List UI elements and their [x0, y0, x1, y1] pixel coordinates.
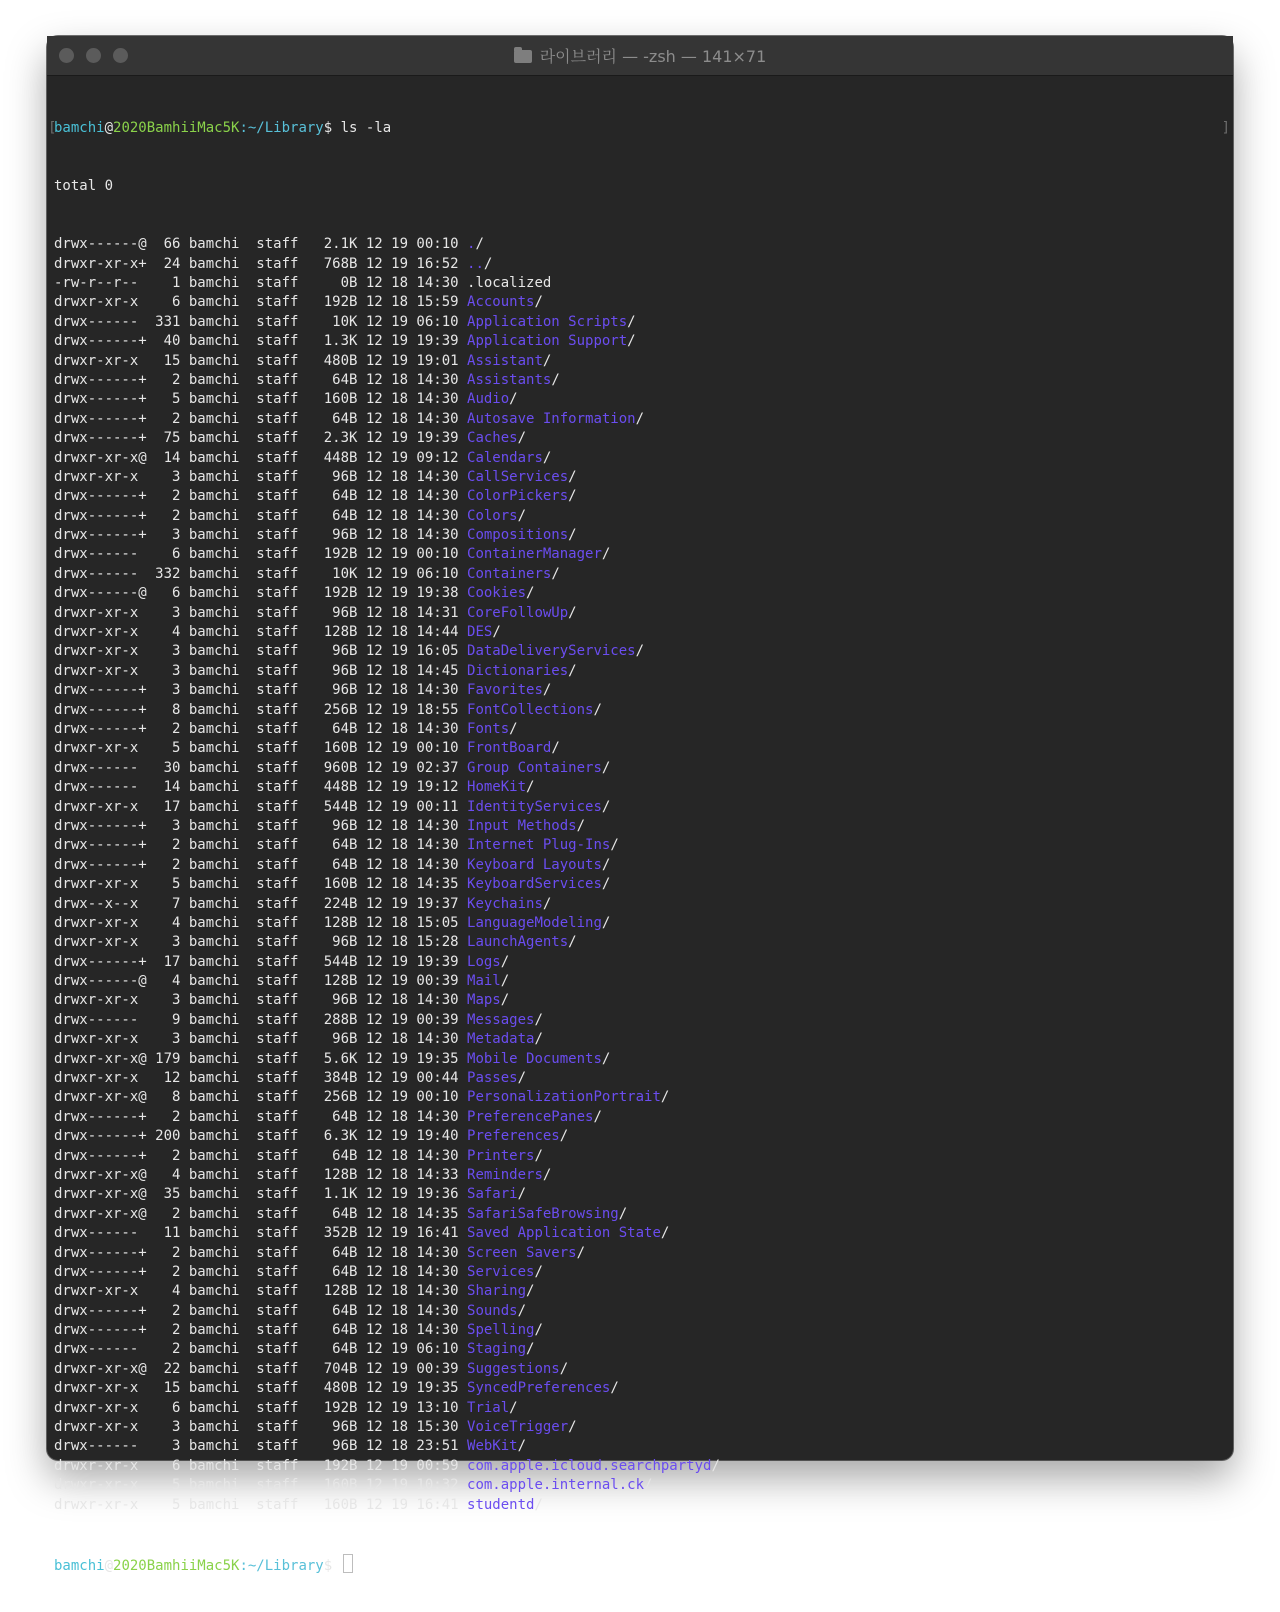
- entry-metadata: drwxr-xr-x@ 4 bamchi staff 128B 12 18 14:33: [54, 1166, 468, 1183]
- entry-suffix: /: [568, 468, 577, 485]
- listing-row: [54, 895, 1226, 914]
- entry-metadata: drwx------ 9 bamchi staff 288B 12 19 00:39: [54, 1011, 468, 1028]
- directory-name: SafariSafeBrowsing: [467, 1205, 619, 1222]
- entry-suffix: /: [534, 1031, 543, 1048]
- entry-metadata: drwx------+ 2 bamchi staff 64B 12 18 14:30: [54, 371, 468, 388]
- entry-suffix: /: [601, 856, 611, 873]
- directory-name: Passes: [467, 1070, 518, 1087]
- listing-row: [54, 429, 1226, 448]
- directory-name: FontCollections: [467, 701, 594, 718]
- entry-metadata: drwx------ 14 bamchi staff 448B 12 19 19:12: [54, 779, 468, 796]
- directory-name: Audio: [467, 391, 510, 408]
- listing-row: [54, 739, 1226, 758]
- directory-name: Accounts: [467, 294, 535, 311]
- listing-row: [54, 623, 1226, 642]
- directory-name: DataDeliveryServices: [467, 643, 636, 660]
- entry-suffix: /: [635, 643, 645, 660]
- prompt-at: @: [104, 1557, 114, 1574]
- entry-metadata: drwx------+ 8 bamchi staff 256B 12 19 18:55: [54, 701, 468, 718]
- entry-metadata: drwxr-xr-x 6 bamchi staff 192B 12 19 00:59: [54, 1457, 468, 1474]
- entry-metadata: drwx------+ 2 bamchi staff 64B 12 18 14:30: [54, 1108, 468, 1125]
- entry-metadata: drwxr-xr-x 3 bamchi staff 96B 12 18 14:30: [54, 1031, 468, 1048]
- entry-metadata: drwx------+ 2 bamchi staff 64B 12 18 14:30: [54, 1147, 468, 1164]
- entry-suffix: /: [542, 1166, 552, 1183]
- entry-suffix: /: [559, 1128, 569, 1145]
- entry-metadata: drwx------+ 3 bamchi staff 96B 12 18 14:30: [54, 817, 468, 834]
- listing-row: [54, 332, 1226, 351]
- directory-name: ContainerManager: [467, 546, 602, 563]
- directory-name: .: [467, 236, 476, 253]
- entry-suffix: /: [601, 546, 611, 563]
- entry-metadata: drwx------ 30 bamchi staff 960B 12 19 02:37: [54, 759, 468, 776]
- window-title-text: 라이브러리 — -zsh — 141×71: [539, 47, 767, 66]
- entry-suffix: /: [526, 585, 535, 602]
- total-line: total 0: [54, 178, 114, 195]
- listing-row: [54, 953, 1226, 972]
- directory-name: com.apple.internal.ck: [467, 1477, 645, 1494]
- directory-name: Group Containers: [467, 759, 602, 776]
- directory-name: Assistants: [467, 371, 552, 388]
- entry-metadata: drwxr-xr-x 5 bamchi staff 160B 12 19 10:32: [54, 1477, 468, 1494]
- entry-suffix: /: [526, 779, 535, 796]
- listing-row: [54, 991, 1226, 1010]
- entry-suffix: /: [559, 1360, 569, 1377]
- prompt-path: :~/Library: [239, 1557, 324, 1574]
- listing-row: [54, 293, 1226, 312]
- directory-name: Keyboard Layouts: [467, 856, 602, 873]
- entry-metadata: drwxr-xr-x 17 bamchi staff 544B 12 19 00:11: [54, 798, 468, 815]
- entry-suffix: /: [618, 1205, 628, 1222]
- entry-suffix: /: [593, 701, 602, 718]
- entry-suffix: /: [500, 992, 510, 1009]
- directory-name: Suggestions: [467, 1360, 560, 1377]
- entry-suffix: /: [517, 1070, 527, 1087]
- listing-row: [54, 701, 1226, 720]
- listing-row: [54, 856, 1226, 875]
- listing-row: [54, 352, 1226, 371]
- directory-name: Saved Application State: [467, 1225, 661, 1242]
- entry-metadata: drwx------ 6 bamchi staff 192B 12 19 00:10: [54, 546, 468, 563]
- directory-name: Calendars: [467, 449, 543, 466]
- entry-suffix: /: [568, 1419, 577, 1436]
- listing-row: [54, 1205, 1226, 1224]
- entry-metadata: drwxr-xr-x+ 24 bamchi staff 768B 12 19 16:52: [54, 255, 468, 272]
- entry-suffix: /: [509, 391, 518, 408]
- listing-row: [54, 468, 1226, 487]
- listing-row: [54, 933, 1226, 952]
- listing-row: [54, 1476, 1226, 1495]
- entry-suffix: /: [542, 449, 552, 466]
- entry-metadata: drwx------+ 3 bamchi staff 96B 12 18 14:30: [54, 682, 468, 699]
- entry-metadata: drwx------+ 2 bamchi staff 64B 12 18 14:30: [54, 720, 468, 737]
- directory-name: ..: [467, 255, 484, 272]
- listing-row: [54, 313, 1226, 332]
- entry-metadata: drwxr-xr-x 3 bamchi staff 96B 12 18 14:31: [54, 604, 468, 621]
- directory-name: Reminders: [467, 1166, 543, 1183]
- directory-name: PreferencePanes: [467, 1108, 594, 1125]
- entry-suffix: /: [610, 1380, 619, 1397]
- window-title: [47, 36, 1233, 75]
- entry-metadata: drwx------+ 2 bamchi staff 64B 12 18 14:30: [54, 1244, 468, 1261]
- directory-name: Metadata: [467, 1031, 535, 1048]
- prompt-symbol: $: [323, 119, 333, 136]
- listing-row: [54, 914, 1226, 933]
- directory-name: Keychains: [467, 895, 543, 912]
- listing-row: [54, 1050, 1226, 1069]
- entry-metadata: drwxr-xr-x@ 8 bamchi staff 256B 12 19 00:10: [54, 1089, 468, 1106]
- entry-metadata: drwxr-xr-x 3 bamchi staff 96B 12 18 15:28: [54, 934, 468, 951]
- entry-metadata: drwxr-xr-x 6 bamchi staff 192B 12 18 15:59: [54, 294, 468, 311]
- entry-suffix: /: [660, 1225, 670, 1242]
- prompt-at: @: [104, 119, 114, 136]
- entry-suffix: /: [542, 682, 552, 699]
- entry-metadata: drwx------+ 2 bamchi staff 64B 12 18 14:30: [54, 837, 468, 854]
- terminal-window: [47, 36, 1233, 1574]
- directory-name: Internet Plug-Ins: [467, 837, 611, 854]
- entry-metadata: drwxr-xr-x 5 bamchi staff 160B 12 19 00:10: [54, 740, 468, 757]
- listing-row: [54, 1340, 1226, 1359]
- entry-metadata: drwx------@ 6 bamchi staff 192B 12 19 19:38: [54, 585, 468, 602]
- typed-command: ls -la: [340, 119, 392, 136]
- listing-row: [54, 255, 1226, 274]
- directory-name: Dictionaries: [467, 662, 569, 679]
- selection-bracket-right: ]: [1221, 119, 1230, 136]
- entry-metadata: drwx------+ 200 bamchi staff 6.3K 12 19 19:40: [54, 1128, 468, 1145]
- directory-name: LaunchAgents: [467, 934, 569, 951]
- listing-row: [54, 1263, 1226, 1282]
- entry-metadata: drwx------+ 2 bamchi staff 64B 12 18 14:30: [54, 410, 468, 427]
- directory-name: Staging: [467, 1341, 527, 1358]
- entry-metadata: drwxr-xr-x 4 bamchi staff 128B 12 18 15:05: [54, 914, 468, 931]
- directory-name: Favorites: [467, 682, 543, 699]
- entry-suffix: /: [568, 934, 577, 951]
- directory-name: Printers: [467, 1147, 535, 1164]
- listing-row: [54, 798, 1226, 817]
- entry-suffix: /: [568, 604, 577, 621]
- entry-metadata: drwxr-xr-x@ 179 bamchi staff 5.6K 12 19 19:35: [54, 1050, 468, 1067]
- directory-name: Mail: [467, 973, 501, 990]
- listing-row: [54, 778, 1226, 797]
- entry-metadata: drwx------ 2 bamchi staff 64B 12 19 06:10: [54, 1341, 468, 1358]
- directory-name: FrontBoard: [467, 740, 552, 757]
- listing-row: [54, 1399, 1226, 1418]
- listing-row: [54, 836, 1226, 855]
- entry-metadata: drwxr-xr-x@ 35 bamchi staff 1.1K 12 19 19:36: [54, 1186, 468, 1203]
- terminal-output[interactable]: [48, 80, 1230, 1574]
- entry-metadata: drwx------+ 17 bamchi staff 544B 12 19 19:39: [54, 953, 468, 970]
- listing-row: [54, 1321, 1226, 1340]
- directory-name: Autosave Information: [467, 410, 636, 427]
- listing-row: [54, 1244, 1226, 1263]
- entry-suffix: /: [517, 430, 527, 447]
- listing-row: [54, 1437, 1226, 1456]
- entry-suffix: /: [534, 1496, 543, 1513]
- entry-metadata: drwx------+ 2 bamchi staff 64B 12 18 14:30: [54, 1263, 468, 1280]
- entry-metadata: drwxr-xr-x 3 bamchi staff 96B 12 18 14:45: [54, 662, 468, 679]
- directory-name: ColorPickers: [467, 488, 569, 505]
- listing-row: [54, 642, 1226, 661]
- listing-row: [54, 1147, 1226, 1166]
- listing-row: [54, 449, 1226, 468]
- entry-metadata: drwxr-xr-x 15 bamchi staff 480B 12 19 19:35: [54, 1380, 468, 1397]
- entry-suffix: /: [627, 333, 636, 350]
- entry-suffix: /: [492, 624, 501, 641]
- entry-suffix: /: [534, 1263, 543, 1280]
- listing-row: [54, 526, 1226, 545]
- entry-metadata: drwxr-xr-x@ 22 bamchi staff 704B 12 19 00:39: [54, 1360, 468, 1377]
- entry-metadata: drwxr-xr-x 3 bamchi staff 96B 12 19 16:05: [54, 643, 468, 660]
- listing-row: [54, 584, 1226, 603]
- directory-name: Assistant: [467, 352, 543, 369]
- prompt-host: 2020BamhiiMac5K: [113, 1557, 240, 1574]
- listing-row: [54, 1282, 1226, 1301]
- listing-row: [54, 1224, 1226, 1243]
- directory-name: SyncedPreferences: [467, 1380, 611, 1397]
- listing-row: [54, 1379, 1226, 1398]
- entry-suffix: /: [526, 1341, 535, 1358]
- directory-name: LanguageModeling: [467, 914, 602, 931]
- directory-name: CoreFollowUp: [467, 604, 569, 621]
- entry-suffix: /: [601, 876, 611, 893]
- directory-name: Logs: [467, 953, 501, 970]
- prompt-path: :~/Library: [239, 119, 324, 136]
- listing-row: [54, 507, 1226, 526]
- entry-suffix: /: [635, 410, 645, 427]
- directory-name: Cookies: [467, 585, 527, 602]
- listing-row: [54, 565, 1226, 584]
- entry-suffix: /: [517, 1438, 527, 1455]
- listing-row: [54, 817, 1226, 836]
- entry-suffix: /: [568, 488, 577, 505]
- entry-suffix: /: [534, 1147, 543, 1164]
- directory-name: Trial: [467, 1399, 510, 1416]
- listing-row: [54, 681, 1226, 700]
- entry-suffix: /: [610, 837, 619, 854]
- listing-row: [54, 1088, 1226, 1107]
- entry-suffix: /: [627, 313, 636, 330]
- listing-row: [54, 972, 1226, 991]
- entry-suffix: /: [576, 1244, 586, 1261]
- entry-metadata: drwx--x--x 7 bamchi staff 224B 12 19 19:37: [54, 895, 468, 912]
- listing-row: [54, 759, 1226, 778]
- entry-suffix: /: [526, 1283, 535, 1300]
- entry-metadata: drwx------ 3 bamchi staff 96B 12 18 23:51: [54, 1438, 468, 1455]
- entry-metadata: drwx------+ 3 bamchi staff 96B 12 18 14:30: [54, 527, 468, 544]
- directory-name: PersonalizationPortrait: [467, 1089, 661, 1106]
- entry-metadata: drwx------+ 2 bamchi staff 64B 12 18 14:30: [54, 856, 468, 873]
- directory-name: Preferences: [467, 1128, 560, 1145]
- entry-suffix: /: [542, 352, 552, 369]
- listing-row: [54, 1011, 1226, 1030]
- directory-name: Sounds: [467, 1302, 518, 1319]
- entry-metadata: drwxr-xr-x 4 bamchi staff 128B 12 18 14:44: [54, 624, 468, 641]
- entry-suffix: /: [593, 1108, 602, 1125]
- entry-suffix: /: [711, 1457, 720, 1474]
- entry-suffix: /: [660, 1089, 670, 1106]
- listing-row: [54, 1457, 1226, 1476]
- entry-suffix: /: [568, 662, 577, 679]
- directory-name: Containers: [467, 565, 552, 582]
- directory-name: studentd: [467, 1496, 535, 1513]
- text-cursor[interactable]: [343, 1554, 353, 1573]
- directory-name: Mobile Documents: [467, 1050, 602, 1067]
- entry-suffix: /: [601, 759, 611, 776]
- entry-metadata: drwx------+ 2 bamchi staff 64B 12 18 14:30: [54, 507, 468, 524]
- entry-metadata: drwx------ 11 bamchi staff 352B 12 19 16:41: [54, 1225, 468, 1242]
- listing-row: [54, 1185, 1226, 1204]
- entry-metadata: drwx------+ 5 bamchi staff 160B 12 18 14:30: [54, 391, 468, 408]
- entry-metadata: drwxr-xr-x 12 bamchi staff 384B 12 19 00:44: [54, 1070, 468, 1087]
- directory-name: Application Scripts: [467, 313, 628, 330]
- directory-name: Safari: [467, 1186, 518, 1203]
- listing-row: [54, 1030, 1226, 1049]
- directory-name: KeyboardServices: [467, 876, 602, 893]
- directory-name: Fonts: [467, 720, 510, 737]
- entry-suffix: /: [475, 236, 484, 253]
- directory-name: Maps: [467, 992, 501, 1009]
- listing-row: [54, 545, 1226, 564]
- entry-metadata: drwxr-xr-x 3 bamchi staff 96B 12 18 14:30: [54, 468, 468, 485]
- listing-row: [54, 875, 1226, 894]
- directory-name: HomeKit: [467, 779, 527, 796]
- directory-name: CallServices: [467, 468, 569, 485]
- entry-suffix: /: [551, 565, 560, 582]
- entry-metadata: drwxr-xr-x@ 2 bamchi staff 64B 12 18 14:35: [54, 1205, 468, 1222]
- directory-name: Caches: [467, 430, 518, 447]
- listing-row: [54, 1360, 1226, 1379]
- entry-metadata: drwx------ 332 bamchi staff 10K 12 19 06:10: [54, 565, 468, 582]
- file-name: .localized: [467, 275, 552, 291]
- directory-name: IdentityServices: [467, 798, 602, 815]
- entry-suffix: /: [500, 973, 510, 990]
- listing-row: [54, 662, 1226, 681]
- prompt-symbol: $: [323, 1557, 333, 1574]
- entry-suffix: /: [483, 255, 493, 272]
- entry-metadata: drwx------+ 40 bamchi staff 1.3K 12 19 19:39: [54, 333, 468, 350]
- listing-row: [54, 235, 1226, 254]
- directory-name: Compositions: [467, 527, 569, 544]
- entry-metadata: drwx------@ 4 bamchi staff 128B 12 19 00:39: [54, 973, 468, 990]
- entry-metadata: drwxr-xr-x 3 bamchi staff 96B 12 18 14:30: [54, 992, 468, 1009]
- entry-metadata: drwxr-xr-x 15 bamchi staff 480B 12 19 19:01: [54, 352, 468, 369]
- entry-suffix: /: [551, 740, 560, 757]
- listing-row: [54, 274, 1226, 293]
- entry-metadata: drwx------+ 2 bamchi staff 64B 12 18 14:30: [54, 1302, 468, 1319]
- entry-suffix: /: [576, 817, 586, 834]
- listing-row: [54, 410, 1226, 429]
- directory-name: Spelling: [467, 1322, 535, 1339]
- entry-suffix: /: [517, 1186, 527, 1203]
- listing-row: [54, 1127, 1226, 1146]
- directory-name: Screen Savers: [467, 1244, 577, 1261]
- selection-bracket-left: [: [48, 119, 57, 136]
- listing-row: [54, 1069, 1226, 1088]
- current-prompt-line[interactable]: [54, 1554, 1226, 1573]
- entry-metadata: drwx------+ 2 bamchi staff 64B 12 18 14:30: [54, 488, 468, 505]
- directory-name: Colors: [467, 507, 518, 524]
- listing-row: [54, 1496, 1226, 1515]
- entry-metadata: drwx------+ 2 bamchi staff 64B 12 18 14:30: [54, 1322, 468, 1339]
- listing-row: [54, 487, 1226, 506]
- entry-suffix: /: [551, 371, 560, 388]
- entry-metadata: drwxr-xr-x 4 bamchi staff 128B 12 18 14:30: [54, 1283, 468, 1300]
- entry-suffix: /: [644, 1477, 653, 1494]
- entry-suffix: /: [534, 294, 543, 311]
- listing-row: [54, 1418, 1226, 1437]
- entry-metadata: drwx------ 331 bamchi staff 10K 12 19 06:10: [54, 313, 468, 330]
- entry-suffix: /: [568, 527, 577, 544]
- listing-row: [54, 720, 1226, 739]
- entry-metadata: drwxr-xr-x 5 bamchi staff 160B 12 19 16:41: [54, 1496, 468, 1513]
- directory-name: com.apple.icloud.searchpartyd: [467, 1457, 712, 1474]
- prompt-user: bamchi: [54, 119, 105, 136]
- directory-name: Sharing: [467, 1283, 527, 1300]
- listing-row: [54, 1166, 1226, 1185]
- listing-row: [54, 371, 1226, 390]
- listing-row: [54, 1108, 1226, 1127]
- prompt-host: 2020BamhiiMac5K: [113, 119, 240, 136]
- listing-row: [54, 390, 1226, 409]
- entry-suffix: /: [601, 798, 611, 815]
- directory-name: Messages: [467, 1011, 535, 1028]
- entry-metadata: drwxr-xr-x 5 bamchi staff 160B 12 18 14:35: [54, 876, 468, 893]
- entry-metadata: -rw-r--r-- 1 bamchi staff 0B 12 18 14:30: [54, 275, 468, 291]
- entry-suffix: /: [601, 1050, 611, 1067]
- entry-suffix: /: [500, 953, 510, 970]
- folder-icon: [514, 50, 532, 63]
- title-bar[interactable]: [47, 36, 1233, 76]
- prompt-user: bamchi: [54, 1557, 105, 1574]
- directory-name: VoiceTrigger: [467, 1419, 569, 1436]
- entry-suffix: /: [601, 914, 611, 931]
- directory-name: Input Methods: [467, 817, 577, 834]
- entry-suffix: /: [542, 895, 552, 912]
- entry-suffix: /: [517, 1302, 527, 1319]
- directory-listing: [54, 235, 1226, 1515]
- entry-metadata: drwx------@ 66 bamchi staff 2.1K 12 19 00:10: [54, 236, 468, 253]
- listing-row: [54, 1302, 1226, 1321]
- entry-suffix: /: [509, 1399, 518, 1416]
- entry-metadata: drwx------+ 75 bamchi staff 2.3K 12 19 19:39: [54, 430, 468, 447]
- entry-suffix: /: [534, 1011, 543, 1028]
- directory-name: DES: [467, 624, 493, 641]
- directory-name: Application Support: [467, 333, 628, 350]
- entry-suffix: /: [509, 720, 518, 737]
- entry-metadata: drwxr-xr-x 6 bamchi staff 192B 12 19 13:10: [54, 1399, 468, 1416]
- prompt-line: [48, 119, 1230, 138]
- listing-row: [54, 604, 1226, 623]
- directory-name: WebKit: [467, 1438, 518, 1455]
- directory-name: Services: [467, 1263, 535, 1280]
- entry-metadata: drwxr-xr-x@ 14 bamchi staff 448B 12 19 09:12: [54, 449, 468, 466]
- entry-metadata: drwxr-xr-x 3 bamchi staff 96B 12 18 15:30: [54, 1419, 468, 1436]
- entry-suffix: /: [517, 507, 527, 524]
- entry-suffix: /: [534, 1322, 543, 1339]
